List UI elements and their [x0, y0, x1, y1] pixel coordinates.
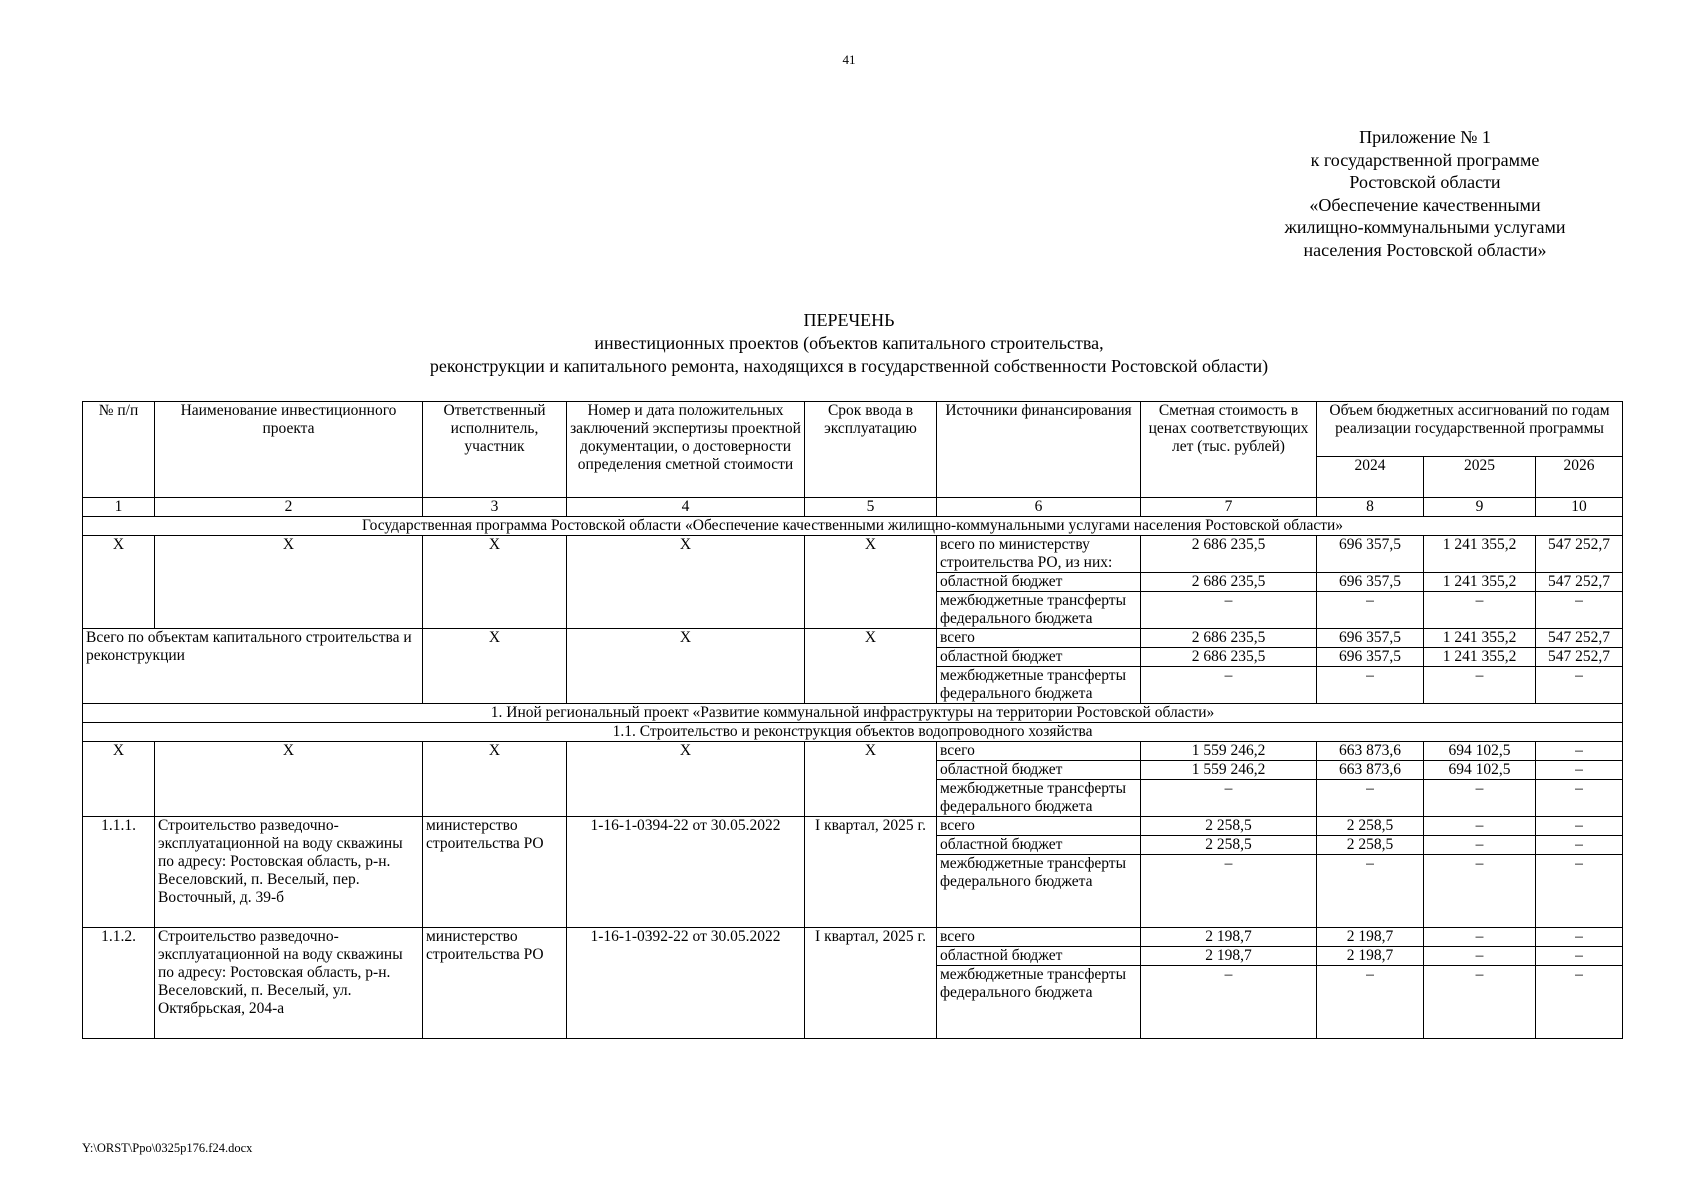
value-cell: – — [1317, 667, 1424, 704]
value-cell: – — [1536, 966, 1623, 1039]
table-row — [83, 517, 1623, 536]
source-label: всего — [937, 817, 1141, 836]
header-sources: Источники финансирования — [937, 402, 1141, 498]
value-cell: – — [1141, 966, 1317, 1039]
title-line: ПЕРЕЧЕНЬ — [803, 310, 895, 330]
value-cell: 1 241 355,2 — [1424, 536, 1536, 573]
project-title: 1. Иной региональный проект «Развитие коммунальной инфраструктуры на территории Ростовской области» — [83, 704, 1623, 723]
item-executor: министерство строительства РО — [423, 928, 567, 1039]
title-line: инвестиционных проектов (объектов капитального строительства, — [594, 333, 1104, 353]
value-cell: 547 252,7 — [1536, 573, 1623, 592]
source-label: межбюджетные трансферты федерального бюджета — [937, 966, 1141, 1039]
item-expertise: 1-16-1-0392-22 от 30.05.2022 — [567, 928, 805, 1039]
appendix-line: Приложение № 1 — [1359, 127, 1491, 147]
value-cell: – — [1424, 928, 1536, 947]
item-name: Строительство разведочно-эксплуатационной на воду скважины по адресу: Ростовская область, р-н. Веселовский, п. Веселый, пер. Восточный, д. 39-б — [155, 817, 423, 928]
item-expertise: 1-16-1-0394-22 от 30.05.2022 — [567, 817, 805, 928]
value-cell: – — [1317, 966, 1424, 1039]
table-row — [83, 536, 1623, 573]
value-cell: 2 258,5 — [1141, 836, 1317, 855]
value-cell: 2 198,7 — [1141, 928, 1317, 947]
header-year: 2026 — [1536, 457, 1623, 498]
table-row — [83, 723, 1623, 742]
item-name: Строительство разведочно-эксплуатационной на воду скважины по адресу: Ростовская область, р-н. Веселовский, п. Веселый, ул. Октябрьская, 204-а — [155, 928, 423, 1039]
value-cell: – — [1536, 742, 1623, 761]
value-cell: 1 559 246,2 — [1141, 742, 1317, 761]
value-cell: 2 686 235,5 — [1141, 573, 1317, 592]
header-year: 2025 — [1424, 457, 1536, 498]
column-number: 2 — [155, 498, 423, 517]
column-number: 7 — [1141, 498, 1317, 517]
header-num: № п/п — [83, 402, 155, 498]
table-row — [83, 928, 1623, 947]
appendix-line: жилищно-коммунальными услугами — [1284, 217, 1566, 237]
cell-x: Х — [423, 742, 567, 817]
value-cell: – — [1141, 592, 1317, 629]
cell-x: Х — [155, 742, 423, 817]
value-cell: 696 357,5 — [1317, 573, 1424, 592]
table-row — [83, 817, 1623, 836]
column-number: 3 — [423, 498, 567, 517]
source-label: областной бюджет — [937, 648, 1141, 667]
value-cell: – — [1536, 836, 1623, 855]
value-cell: 2 258,5 — [1141, 817, 1317, 836]
header-term: Срок ввода в эксплуатацию — [805, 402, 937, 498]
appendix-line: населения Ростовской области» — [1303, 239, 1547, 260]
value-cell: 696 357,5 — [1317, 536, 1424, 573]
value-cell: 694 102,5 — [1424, 742, 1536, 761]
value-cell: 2 198,7 — [1141, 947, 1317, 966]
value-cell: 694 102,5 — [1424, 761, 1536, 780]
document-title — [0, 309, 1698, 378]
value-cell: – — [1536, 667, 1623, 704]
source-label: областной бюджет — [937, 573, 1141, 592]
value-cell: – — [1424, 855, 1536, 928]
title-line: реконструкции и капитального ремонта, находящихся в государственной собственности Ростовской области) — [429, 356, 1269, 376]
value-cell: – — [1141, 780, 1317, 817]
value-cell: 1 241 355,2 — [1424, 648, 1536, 667]
value-cell: 547 252,7 — [1536, 536, 1623, 573]
value-cell: 696 357,5 — [1317, 629, 1424, 648]
cell-x: Х — [155, 536, 423, 629]
appendix-heading — [1255, 126, 1595, 261]
cell-x: Х — [567, 742, 805, 817]
value-cell: 2 686 235,5 — [1141, 648, 1317, 667]
column-number: 10 — [1536, 498, 1623, 517]
appendix-line: к государственной программе — [1310, 149, 1540, 170]
source-label: межбюджетные трансферты федерального бюджета — [937, 667, 1141, 704]
cell-x: Х — [423, 536, 567, 629]
value-cell: – — [1536, 780, 1623, 817]
cell-x: Х — [83, 742, 155, 817]
value-cell: – — [1424, 966, 1536, 1039]
item-number: 1.1.2. — [83, 928, 155, 1039]
value-cell: – — [1424, 667, 1536, 704]
value-cell: 1 559 246,2 — [1141, 761, 1317, 780]
value-cell: – — [1141, 667, 1317, 704]
column-number: 5 — [805, 498, 937, 517]
page-number: 41 — [842, 52, 856, 67]
source-label: межбюджетные трансферты федерального бюджета — [937, 592, 1141, 629]
cell-x: Х — [83, 536, 155, 629]
value-cell: – — [1536, 817, 1623, 836]
header-executor: Ответственный исполнитель, участник — [423, 402, 567, 498]
value-cell: – — [1536, 761, 1623, 780]
value-cell: 2 686 235,5 — [1141, 536, 1317, 573]
cell-x: Х — [805, 536, 937, 629]
file-path-footer: Y:\ORST\Ppo\0325p176.f24.docx — [82, 1141, 253, 1155]
appendix-line: «Обеспечение качественными — [1309, 194, 1541, 215]
cell-x: Х — [567, 629, 805, 704]
value-cell: – — [1317, 592, 1424, 629]
value-cell: – — [1424, 592, 1536, 629]
section-title: 1.1. Строительство и реконструкция объектов водопроводного хозяйства — [83, 723, 1623, 742]
source-label: всего — [937, 629, 1141, 648]
header-expertise: Номер и дата положительных заключений экспертизы проектной документации, о достоверности определения сметной стоимости — [567, 402, 805, 498]
value-cell: – — [1424, 780, 1536, 817]
value-cell: 2 198,7 — [1317, 928, 1424, 947]
value-cell: 547 252,7 — [1536, 629, 1623, 648]
table-row — [83, 742, 1623, 761]
column-number: 6 — [937, 498, 1141, 517]
item-term: I квартал, 2025 г. — [805, 817, 937, 928]
header-name: Наименование инвестиционного проекта — [155, 402, 423, 498]
value-cell: 547 252,7 — [1536, 648, 1623, 667]
column-numbers-row — [83, 498, 1623, 517]
source-label: областной бюджет — [937, 761, 1141, 780]
cell-x: Х — [805, 629, 937, 704]
source-label: всего по министерству строительства РО, из них: — [937, 536, 1141, 573]
value-cell: – — [1536, 928, 1623, 947]
value-cell: 2 258,5 — [1317, 817, 1424, 836]
appendix-line: Ростовской области — [1349, 172, 1501, 192]
item-term: I квартал, 2025 г. — [805, 928, 937, 1039]
value-cell: – — [1317, 855, 1424, 928]
value-cell: 1 241 355,2 — [1424, 629, 1536, 648]
item-number: 1.1.1. — [83, 817, 155, 928]
cell-x: Х — [567, 536, 805, 629]
projects-table — [82, 401, 1623, 1039]
column-number: 1 — [83, 498, 155, 517]
value-cell: 2 686 235,5 — [1141, 629, 1317, 648]
source-label: межбюджетные трансферты федерального бюджета — [937, 780, 1141, 817]
value-cell: – — [1536, 947, 1623, 966]
cell-x: Х — [805, 742, 937, 817]
table-row — [83, 704, 1623, 723]
source-label: всего — [937, 742, 1141, 761]
item-executor: министерство строительства РО — [423, 817, 567, 928]
value-cell: 663 873,6 — [1317, 761, 1424, 780]
value-cell: – — [1317, 780, 1424, 817]
header-volume: Объем бюджетных ассигнований по годам реализации государственной программы — [1317, 402, 1623, 457]
column-number: 8 — [1317, 498, 1424, 517]
capital-total-label: Всего по объектам капитального строительства и реконструкции — [83, 629, 423, 704]
table-row — [83, 629, 1623, 648]
value-cell: – — [1141, 855, 1317, 928]
value-cell: 663 873,6 — [1317, 742, 1424, 761]
program-title: Государственная программа Ростовской области «Обеспечение качественными жилищно-коммунальными услугами населения Ростовской области» — [83, 517, 1623, 536]
value-cell: 1 241 355,2 — [1424, 573, 1536, 592]
source-label: всего — [937, 928, 1141, 947]
value-cell: – — [1536, 855, 1623, 928]
source-label: областной бюджет — [937, 836, 1141, 855]
value-cell: – — [1424, 947, 1536, 966]
column-number: 9 — [1424, 498, 1536, 517]
header-cost: Сметная стоимость в ценах соответствующих лет (тыс. рублей) — [1141, 402, 1317, 498]
header-year: 2024 — [1317, 457, 1424, 498]
value-cell: – — [1424, 836, 1536, 855]
value-cell: – — [1536, 592, 1623, 629]
table-header-row — [83, 402, 1623, 457]
source-label: областной бюджет — [937, 947, 1141, 966]
value-cell: 2 198,7 — [1317, 947, 1424, 966]
value-cell: 2 258,5 — [1317, 836, 1424, 855]
column-number: 4 — [567, 498, 805, 517]
value-cell: – — [1424, 817, 1536, 836]
value-cell: 696 357,5 — [1317, 648, 1424, 667]
cell-x: Х — [423, 629, 567, 704]
source-label: межбюджетные трансферты федерального бюджета — [937, 855, 1141, 928]
